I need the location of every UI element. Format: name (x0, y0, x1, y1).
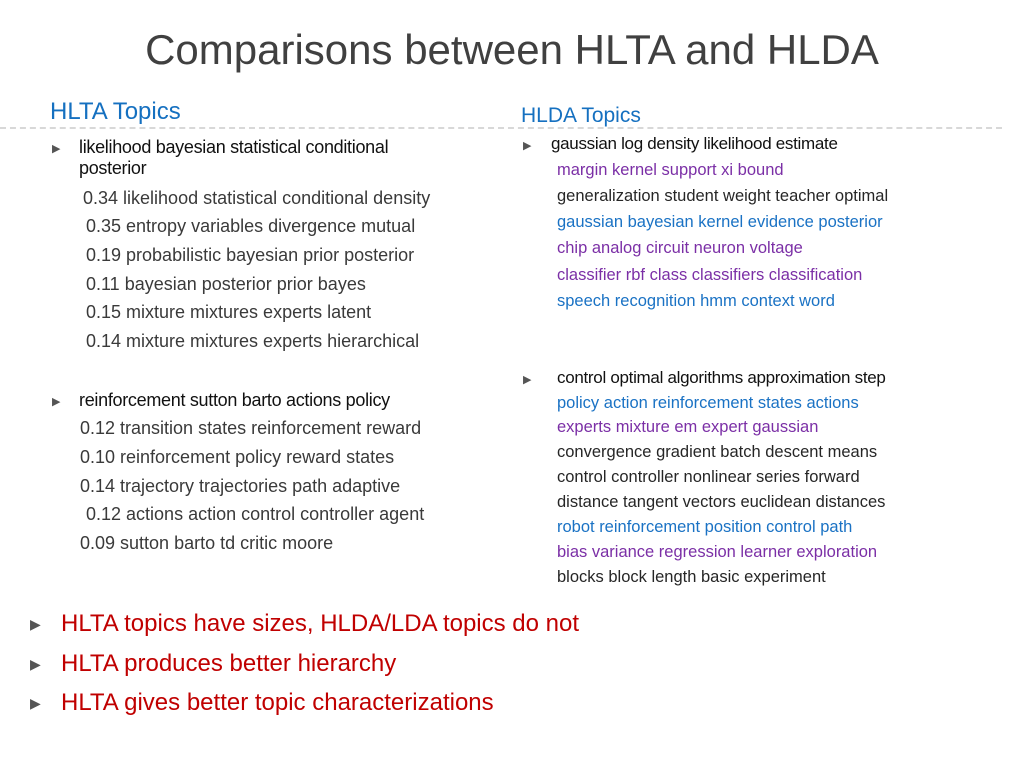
hlda-topic-2-item-3: convergence gradient batch descent means (557, 443, 878, 461)
hlta-topic-1-item-6: 0.14 mixture mixtures experts hierarchical (86, 331, 420, 351)
hlta-topic-1-item-5: 0.15 mixture mixtures experts latent (86, 302, 372, 322)
hlda-topic-1-item-6: speech recognition hmm context word (557, 292, 835, 310)
hlta-topic-2-item-2: 0.10 reinforcement policy reward states (80, 447, 395, 467)
hlda-topic-1-item-1: margin kernel support xi bound (557, 161, 784, 179)
hlda-topic-2-item-7: bias variance regression learner exploration (557, 543, 878, 561)
hlda-topic-1-item-4: chip analog circuit neuron voltage (557, 239, 803, 257)
hlda-topic-2-lead: control optimal algorithms approximation step (557, 368, 886, 387)
triangle-right-icon: ▶ (30, 616, 41, 632)
summary-bullet-2: HLTA produces better hierarchy (61, 650, 397, 677)
hlta-topic-1-lead-line-1: likelihood bayesian statistical conditional (79, 137, 389, 157)
hlta-topic-2-lead: reinforcement sutton barto actions policy (79, 390, 390, 410)
hlta-topic-2-item-3: 0.14 trajectory trajectories path adaptive (80, 476, 401, 496)
hlta-topic-1-item-1: 0.34 likelihood statistical conditional density (83, 188, 431, 208)
hlda-topic-1-item-3: gaussian bayesian kernel evidence posterior (557, 213, 883, 231)
summary-bullet-3: HLTA gives better topic characterizations (61, 689, 494, 716)
hlda-topic-2-item-6: robot reinforcement position control path (557, 518, 853, 536)
triangle-right-icon: ▶ (52, 396, 61, 408)
hlda-topic-1-item-5: classifier rbf class classifiers classification (557, 266, 863, 284)
hlda-topic-1-lead: gaussian log density likelihood estimate (551, 134, 838, 153)
header-divider (0, 127, 1002, 129)
hlta-topic-1-item-2: 0.35 entropy variables divergence mutual (86, 216, 416, 236)
slide-title: Comparisons between HLTA and HLDA (145, 26, 879, 73)
hlta-topic-1-item-4: 0.11 bayesian posterior prior bayes (86, 274, 366, 294)
triangle-right-icon: ▶ (523, 374, 532, 386)
triangle-right-icon: ▶ (52, 143, 61, 155)
hlda-topic-2-item-4: control controller nonlinear series forward (557, 468, 860, 486)
hlda-topic-2-item-1: policy action reinforcement states actions (557, 394, 859, 412)
hlta-topic-2-item-4: 0.12 actions action control controller agent (86, 504, 425, 524)
hlda-topic-1-item-2: generalization student weight teacher optimal (557, 187, 889, 205)
triangle-right-icon: ▶ (30, 695, 41, 711)
hlta-topic-2-item-1: 0.12 transition states reinforcement reward (80, 418, 422, 438)
triangle-right-icon: ▶ (523, 140, 532, 152)
hlta-topic-2-item-5: 0.09 sutton barto td critic moore (80, 533, 334, 553)
hlta-topic-1-lead-line-2: posterior (79, 158, 147, 178)
hlda-topic-2-item-8: blocks block length basic experiment (557, 568, 826, 586)
hlta-topic-1-item-3: 0.19 probabilistic bayesian prior posterior (86, 245, 415, 265)
hlda-topic-2-item-5: distance tangent vectors euclidean distances (557, 493, 886, 511)
hlda-topic-2-item-2: experts mixture em expert gaussian (557, 418, 819, 436)
triangle-right-icon: ▶ (30, 656, 41, 672)
hlda-topics-header: HLDA Topics (521, 104, 641, 127)
summary-bullet-1: HLTA topics have sizes, HLDA/LDA topics do not (61, 610, 580, 637)
hlta-topics-header: HLTA Topics (50, 98, 181, 125)
